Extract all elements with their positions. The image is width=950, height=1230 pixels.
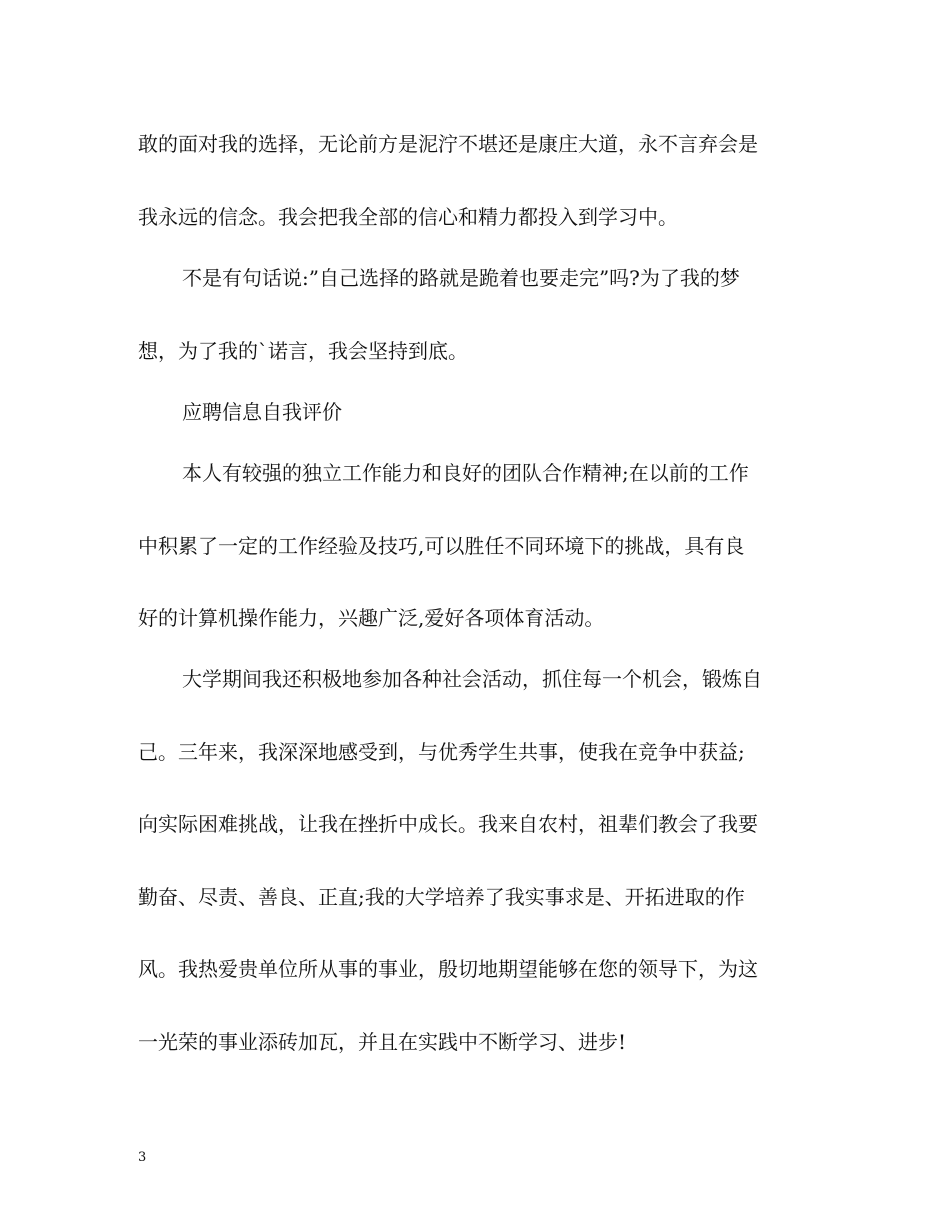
text-line: 敢的面对我的选择，无论前方是泥泞不堪还是康庄大道，永不言弃会是 <box>138 132 758 156</box>
text-line: 风。我热爱贵单位所从事的事业，殷切地期望能够在您的领导下，为这 <box>138 957 758 981</box>
text-line: 好的计算机操作能力，兴趣广泛,爱好各项体育活动。 <box>138 606 605 630</box>
page-number: 3 <box>138 1150 147 1165</box>
text-line: 中积累了一定的工作经验及技巧,可以胜任不同环境下的挑战，具有良 <box>138 534 745 558</box>
section-heading: 应聘信息自我评价 <box>182 400 342 424</box>
paragraph-first-line: 大学期间我还积极地参加各种社会活动，抓住每一个机会，锻炼自 <box>182 667 762 691</box>
text-line: 勤奋、尽责、善良、正直;我的大学培养了我实事求是、开拓进取的作 <box>138 885 745 909</box>
text-line: 一光荣的事业添砖加瓦，并且在实践中不断学习、进步! <box>138 1030 627 1054</box>
text-line: 我永远的信念。我会把我全部的信心和精力都投入到学习中。 <box>138 205 678 229</box>
paragraph-first-line: 本人有较强的独立工作能力和良好的团队合作精神;在以前的工作 <box>182 461 749 485</box>
text-line: 向实际困难挑战，让我在挫折中成长。我来自农村，祖辈们教会了我要 <box>138 812 758 836</box>
paragraph-first-line: 不是有句话说:”自己选择的路就是跪着也要走完”吗?为了我的梦 <box>182 266 740 290</box>
text-line: 想，为了我的`诺言，我会坚持到底。 <box>138 339 468 363</box>
text-line: 己。三年来，我深深地感受到，与优秀学生共事，使我在竞争中获益; <box>138 740 745 764</box>
